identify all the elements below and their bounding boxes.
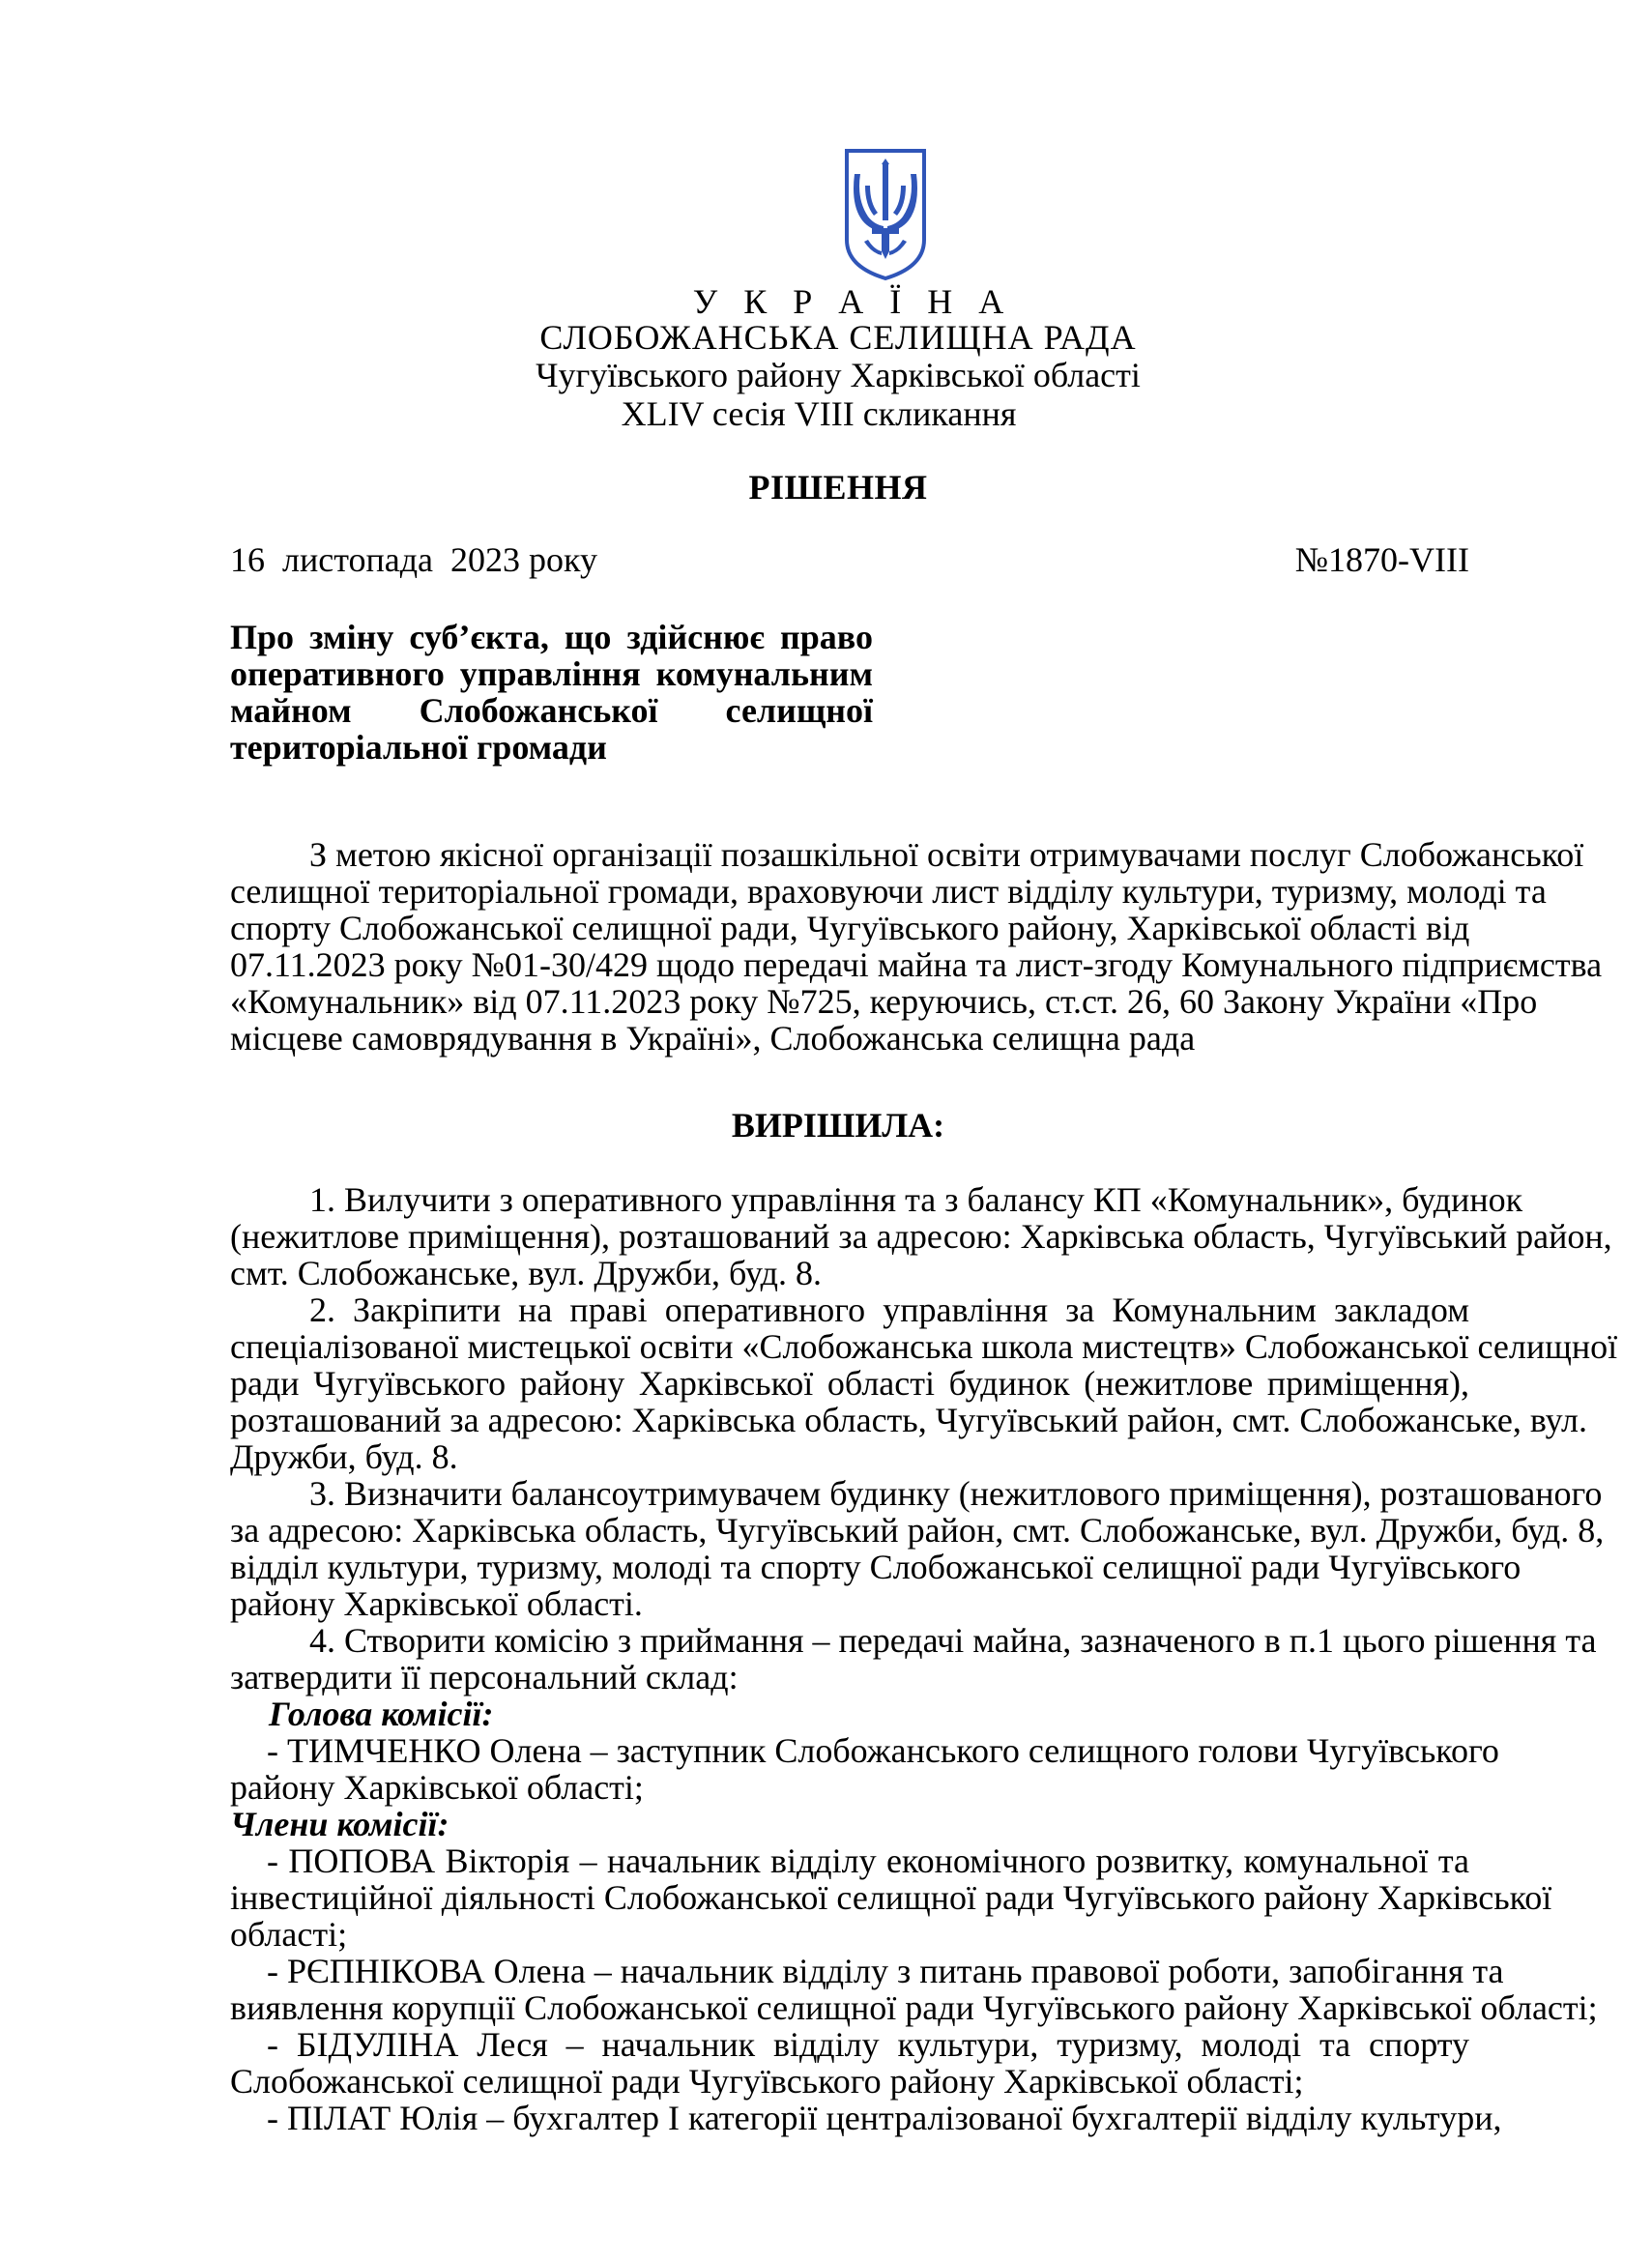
item-line: смт. Слобожанське, вул. Дружби, буд. 8. bbox=[230, 1254, 822, 1292]
item-line: розташований за адресою: Харківська область, Чугуївський район, смт. Слобожанське, вул. bbox=[230, 1401, 1587, 1439]
preamble-line: 07.11.2023 року №01-30/429 щодо передачі майна та лист-згоду Комунального підприємства bbox=[230, 945, 1603, 984]
item-line: 4. Створити комісію з приймання – передачі майна, зазначеного в п.1 цього рішення та bbox=[309, 1621, 1597, 1660]
commission-members-label: Члени комісії: bbox=[230, 1805, 449, 1843]
preamble-paragraph bbox=[230, 835, 1603, 1058]
item-line: 1. Вилучити з оперативного управління та з балансу КП «Комунальник», будинок bbox=[309, 1180, 1523, 1219]
member-line: інвестиційної діяльності Слобожанської селищної ради Чугуївського району Харківської bbox=[230, 1878, 1552, 1917]
member-line: - РЄПНІКОВА Олена – начальник відділу з питань правової роботи, запобігання та bbox=[267, 1952, 1504, 1990]
coat-of-arms-trident-icon bbox=[843, 147, 928, 282]
commission-head-label: Голова комісії: bbox=[269, 1695, 494, 1733]
decision-subject bbox=[230, 619, 873, 766]
header-session: XLIV сесія VIII скликання bbox=[621, 394, 1017, 433]
header-council: СЛОБОЖАНСЬКА СЕЛИЩНА РАДА bbox=[539, 318, 1137, 357]
member-line: Слобожанської селищної ради Чугуївського району Харківської області; bbox=[230, 2062, 1304, 2101]
item-line: ради Чугуївського району Харківської області будинок (нежитлове приміщення), bbox=[230, 1364, 1469, 1403]
item-line: Дружби, буд. 8. bbox=[230, 1437, 458, 1476]
subject-line: територіальної громади bbox=[230, 728, 607, 767]
header-country: У К Р А Ї Н А bbox=[692, 282, 1013, 321]
commission-member bbox=[230, 1952, 1598, 2027]
item-line: району Харківської області. bbox=[230, 1584, 643, 1623]
member-line: - БІДУЛІНА Леся – начальник відділу культури, туризму, молоді та спорту bbox=[267, 2025, 1469, 2064]
member-line: - ТИМЧЕНКО Олена – заступник Слобожанського селищного голови Чугуївського bbox=[267, 1731, 1499, 1770]
member-line: виявлення корупції Слобожанської селищної ради Чугуївського району Харківської області; bbox=[230, 1988, 1598, 2027]
subject-line: оперативного управління комунальним bbox=[230, 654, 873, 693]
item-line: спеціалізованої мистецької освіти «Слобожанська школа мистецтв» Слобожанської селищної bbox=[230, 1327, 1618, 1366]
preamble-line: спорту Слобожанської селищної ради, Чугуївського району, Харківської області від bbox=[230, 909, 1470, 947]
item-2 bbox=[230, 1290, 1618, 1476]
item-line: за адресою: Харківська область, Чугуївський район, смт. Слобожанське, вул. Дружби, буд. 8, bbox=[230, 1511, 1605, 1550]
preamble-line: селищної територіальної громади, враховуючи лист відділу культури, туризму, молоді та bbox=[230, 872, 1547, 911]
item-line: 2. Закріпити на праві оперативного управління за Комунальним закладом bbox=[309, 1290, 1469, 1329]
header-district: Чугуївського району Харківської області bbox=[536, 356, 1141, 394]
commission-member bbox=[230, 2026, 1469, 2100]
decided-heading: ВИРІШИЛА: bbox=[731, 1106, 945, 1145]
member-line: - ПІЛАТ Юлія – бухгалтер І категорії централізованої бухгалтерії відділу культури, bbox=[267, 2099, 1502, 2137]
decision-items bbox=[230, 1180, 1618, 2137]
preamble-line: З метою якісної організації позашкільної освіти отримувачами послуг Слобожанської bbox=[309, 835, 1584, 874]
item-1 bbox=[230, 1180, 1612, 1292]
item-line: затвердити її персональний склад: bbox=[230, 1658, 739, 1696]
member-line: області; bbox=[230, 1915, 348, 1954]
member-line: району Харківської області; bbox=[230, 1768, 644, 1807]
preamble-line: місцеве самоврядування в Україні», Слобожанська селищна рада bbox=[230, 1019, 1196, 1058]
decision-date: 16 листопада 2023 року bbox=[230, 540, 597, 579]
item-line: 3. Визначити балансоутримувачем будинку (нежитлового приміщення), розташованого bbox=[309, 1474, 1603, 1513]
item-line: (нежитлове приміщення), розташований за адресою: Харківська область, Чугуївський район, bbox=[230, 1217, 1612, 1256]
decision-number: №1870-VIII bbox=[1294, 540, 1469, 579]
commission-member bbox=[230, 1841, 1552, 1954]
commission-member bbox=[230, 2099, 1502, 2137]
preamble-line: «Комунальник» від 07.11.2023 року №725, керуючись, ст.ст. 26, 60 Закону України «Про bbox=[230, 982, 1538, 1021]
commission-head-member bbox=[230, 1731, 1499, 1807]
item-line: відділ культури, туризму, молоді та спорту Слобожанської селищної ради Чугуївського bbox=[230, 1548, 1522, 1586]
member-line: - ПОПОВА Вікторія – начальник відділу економічного розвитку, комунальної та bbox=[267, 1841, 1469, 1880]
subject-line: Про зміну суб’єкта, що здійснює право bbox=[230, 618, 873, 656]
item-4 bbox=[230, 1621, 1597, 1696]
subject-line: майном Слобожанської селищної bbox=[230, 691, 873, 730]
document-title: РІШЕННЯ bbox=[748, 468, 928, 507]
item-3 bbox=[230, 1474, 1605, 1623]
